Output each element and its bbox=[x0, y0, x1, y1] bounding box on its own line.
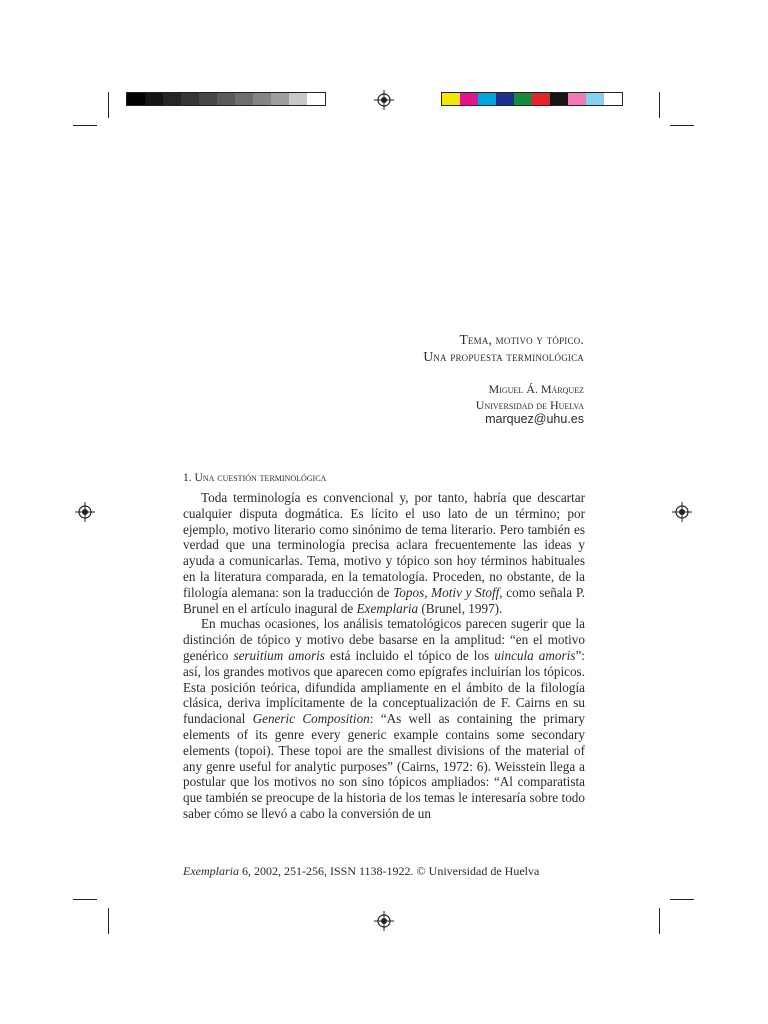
text-run: : “As well as containing the primary elements of its genre every generic example contains some secondary elements (topoi). These topoi are the smallest divisions of the material of any genre useful for analytic purposes” (Cairns, 1972: 6). Weisstein llega a postular que los motivos no son sino tópicos ampliados: “Al comparatista que también se preocupe de la historia de los temas le interesaría sobre todo saber cómo se llevó a cabo la conversión de un bbox=[183, 711, 586, 821]
text-run: En muchas ocasiones, los análisis tematológicos parecen sugerir que la distinción de tópico y motivo debe basarse en la amplitud: “en el motivo genérico bbox=[183, 616, 585, 663]
journal-name: Exemplaria bbox=[183, 864, 239, 878]
italic-run: Topos, Motiv y Stoff bbox=[393, 584, 500, 600]
color-swatch bbox=[460, 93, 478, 105]
color-swatch bbox=[604, 93, 622, 105]
section-heading bbox=[183, 472, 326, 484]
text-run: , como señala P. Brunel en el artículo inagural de bbox=[183, 584, 585, 616]
text-run: Toda terminología es convencional y, por tanto, habría que descartar cualquier disputa dogmática. Es lícito el uso lato de un término; por ejemplo, motivo literario como sinónimo de tema literario. Pero también es verdad que una terminología precisa aclara frecuentemente las ideas y ayuda a comunicarlas. Tema, motivo y tópico son hoy términos habituales en la literatura comparada, en la tematología. Proceden, no obstante, de la filología alemana: son la traducción de bbox=[183, 490, 585, 600]
color-swatch bbox=[145, 93, 163, 105]
section-number: 1. bbox=[183, 472, 192, 484]
color-swatch bbox=[271, 93, 289, 105]
italic-run: uincula amoris bbox=[494, 647, 576, 663]
color-swatch bbox=[199, 93, 217, 105]
color-swatch bbox=[289, 93, 307, 105]
text-run: está incluido el tópico de los bbox=[324, 647, 495, 663]
color-swatch bbox=[550, 93, 568, 105]
body-text bbox=[183, 490, 585, 822]
crop-mark bbox=[108, 92, 109, 118]
color-swatch bbox=[514, 93, 532, 105]
crop-mark bbox=[670, 899, 694, 900]
italic-run: Exemplaria bbox=[356, 600, 419, 616]
color-swatch bbox=[586, 93, 604, 105]
color-swatch bbox=[181, 93, 199, 105]
crop-mark bbox=[670, 125, 694, 126]
text-run: (Brunel, 1997). bbox=[418, 600, 503, 616]
color-swatch bbox=[163, 93, 181, 105]
author-email: marquez@uhu.es bbox=[485, 412, 584, 426]
color-swatch bbox=[568, 93, 586, 105]
color-swatch bbox=[307, 93, 325, 105]
registration-mark-icon bbox=[374, 90, 394, 110]
crop-mark bbox=[659, 92, 660, 118]
crop-mark bbox=[108, 908, 109, 934]
crop-mark bbox=[73, 899, 97, 900]
paragraph-2 bbox=[183, 616, 585, 821]
author-affiliation: Universidad de Huelva bbox=[475, 398, 584, 412]
color-swatch bbox=[217, 93, 235, 105]
author-name: Miguel Á. Márquez bbox=[488, 382, 584, 396]
color-swatch bbox=[235, 93, 253, 105]
article-title-line1: Tema, motivo y tópico. bbox=[459, 332, 584, 347]
color-swatch bbox=[532, 93, 550, 105]
crop-mark bbox=[659, 908, 660, 934]
section-title: Una cuestión terminológica bbox=[194, 472, 327, 484]
registration-mark-icon bbox=[374, 911, 394, 931]
color-swatch bbox=[496, 93, 514, 105]
color-swatch bbox=[442, 93, 460, 105]
text-run: ”: así, los grandes motivos que aparecen como epígrafes incluirían los tópicos. Esta posición teórica, difundida ampliamente en el ámbito de la filología clásica, deriva implícitamente de la conceptualización de F. Cairns en su fundacional bbox=[183, 647, 585, 727]
color-swatch bbox=[478, 93, 496, 105]
color-calibration-bar bbox=[441, 92, 623, 106]
italic-run: Generic Composition bbox=[252, 711, 370, 727]
article-title-line2: Una propuesta terminológica bbox=[423, 349, 584, 364]
paragraph-1 bbox=[183, 490, 585, 616]
journal-footer bbox=[183, 864, 539, 879]
crop-mark bbox=[73, 125, 97, 126]
registration-mark-icon bbox=[672, 502, 692, 522]
grayscale-calibration-bar bbox=[126, 92, 326, 106]
italic-run: seruitium amoris bbox=[233, 647, 325, 663]
journal-citation: 6, 2002, 251-256, ISSN 1138-1922. © Universidad de Huelva bbox=[239, 864, 540, 878]
registration-mark-icon bbox=[75, 502, 95, 522]
color-swatch bbox=[253, 93, 271, 105]
color-swatch bbox=[127, 93, 145, 105]
